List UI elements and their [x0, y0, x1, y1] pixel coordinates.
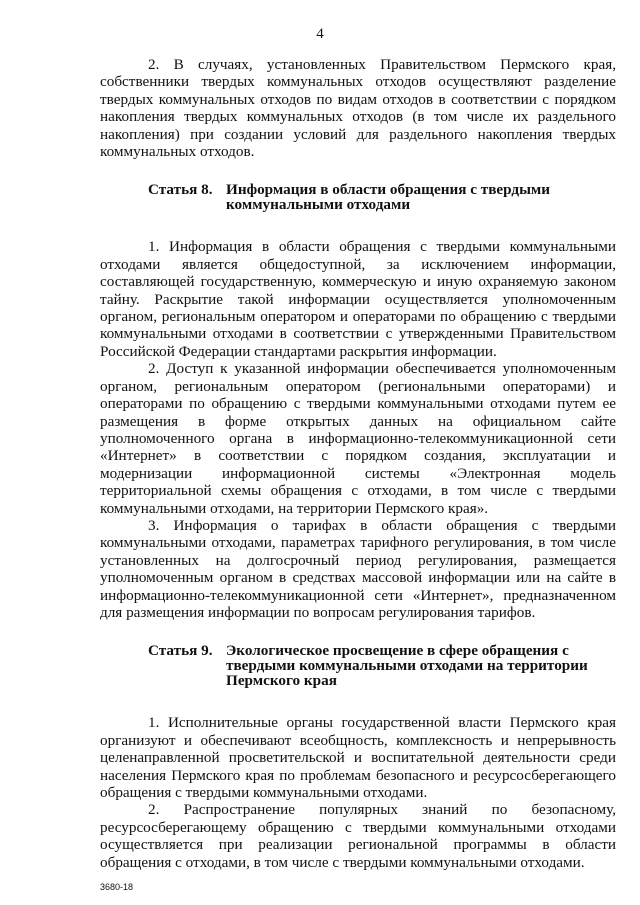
article-title: Информация в области обращения с твердыми коммунальными отходами — [226, 181, 551, 214]
paragraph: 1. Информация в области обращения с твердыми коммунальными отходами является общедоступной, за исключением информации, составляющей государственную, коммерческую и иную охраняемую законом тайну. Раскрытие такой информации осуществляется уполномоченным органом, региональным оператором и операторами по обращению с твердыми коммунальными отходами в соответствии с утвержденными Правительством Российской Федерации стандартами раскрытия информации. — [100, 238, 616, 360]
document-code: 3680-18 — [100, 882, 134, 892]
paragraph: 3. Информация о тарифах в области обращения с твердыми коммунальными отходами, параметрах тарифного регулирования, в том числе установленных на долгосрочный период регулирования, размещается уполномоченным органом в средствах массовой информации или на сайте в информационно-телекоммуникационной сети «Интернет», предназначенном для размещения информации по вопросам регулирования тарифов. — [100, 516, 616, 621]
section-article7-continuation — [100, 56, 616, 160]
page-number: 4 — [316, 26, 324, 42]
article-8-body — [100, 238, 616, 621]
article-8-heading — [100, 182, 616, 212]
paragraph: 2. В случаях, установленных Правительством Пермского края, собственники твердых коммунальных отходов осуществляют разделение твердых коммунальных отходов по видам отходов в соответствии с порядком накопления твердых коммунальных отходов (в том числе их раздельного накопления) при создании условий для раздельного накопления твердых коммунальных отходов. — [100, 56, 616, 161]
article-title: Экологическое просвещение в сфере обращения с твердыми коммунальными отходами на территории Пермского края — [226, 642, 588, 690]
paragraph: 2. Доступ к указанной информации обеспечивается уполномоченным органом, региональным оператором (региональными операторами) и операторами по обращению с твердыми коммунальными отходами путем ее размещения в форме открытых данных на официальном сайте уполномоченного органа в информационно-телекоммуникационной сети «Интернет» в соответствии с порядком создания, эксплуатации и модернизации информационной системы «Электронная модель территориальной схемы обращения с отходами, в том числе с твердыми коммунальными отходами, на территории Пермского края». — [100, 360, 616, 517]
paragraph: 2. Распространение популярных знаний по безопасному, ресурсосберегающему обращению с твердыми коммунальными отходами осуществляется при реализации региональной программы в области обращения с отходами, в том числе с твердыми коммунальными отходами. — [100, 801, 616, 871]
article-number: Статья 8. — [148, 181, 213, 199]
paragraph: 1. Исполнительные органы государственной власти Пермского края организуют и обеспечивают всеобщность, комплексность и непрерывность целенаправленной просветительской и воспитательной деятельности среди населения Пермского края по проблемам безопасного и ресурсосберегающего обращения с твердыми коммунальными отходами. — [100, 714, 616, 801]
article-9-body — [100, 714, 616, 871]
article-9-heading — [100, 643, 616, 688]
article-number: Статья 9. — [148, 642, 213, 660]
document-body — [100, 56, 616, 871]
